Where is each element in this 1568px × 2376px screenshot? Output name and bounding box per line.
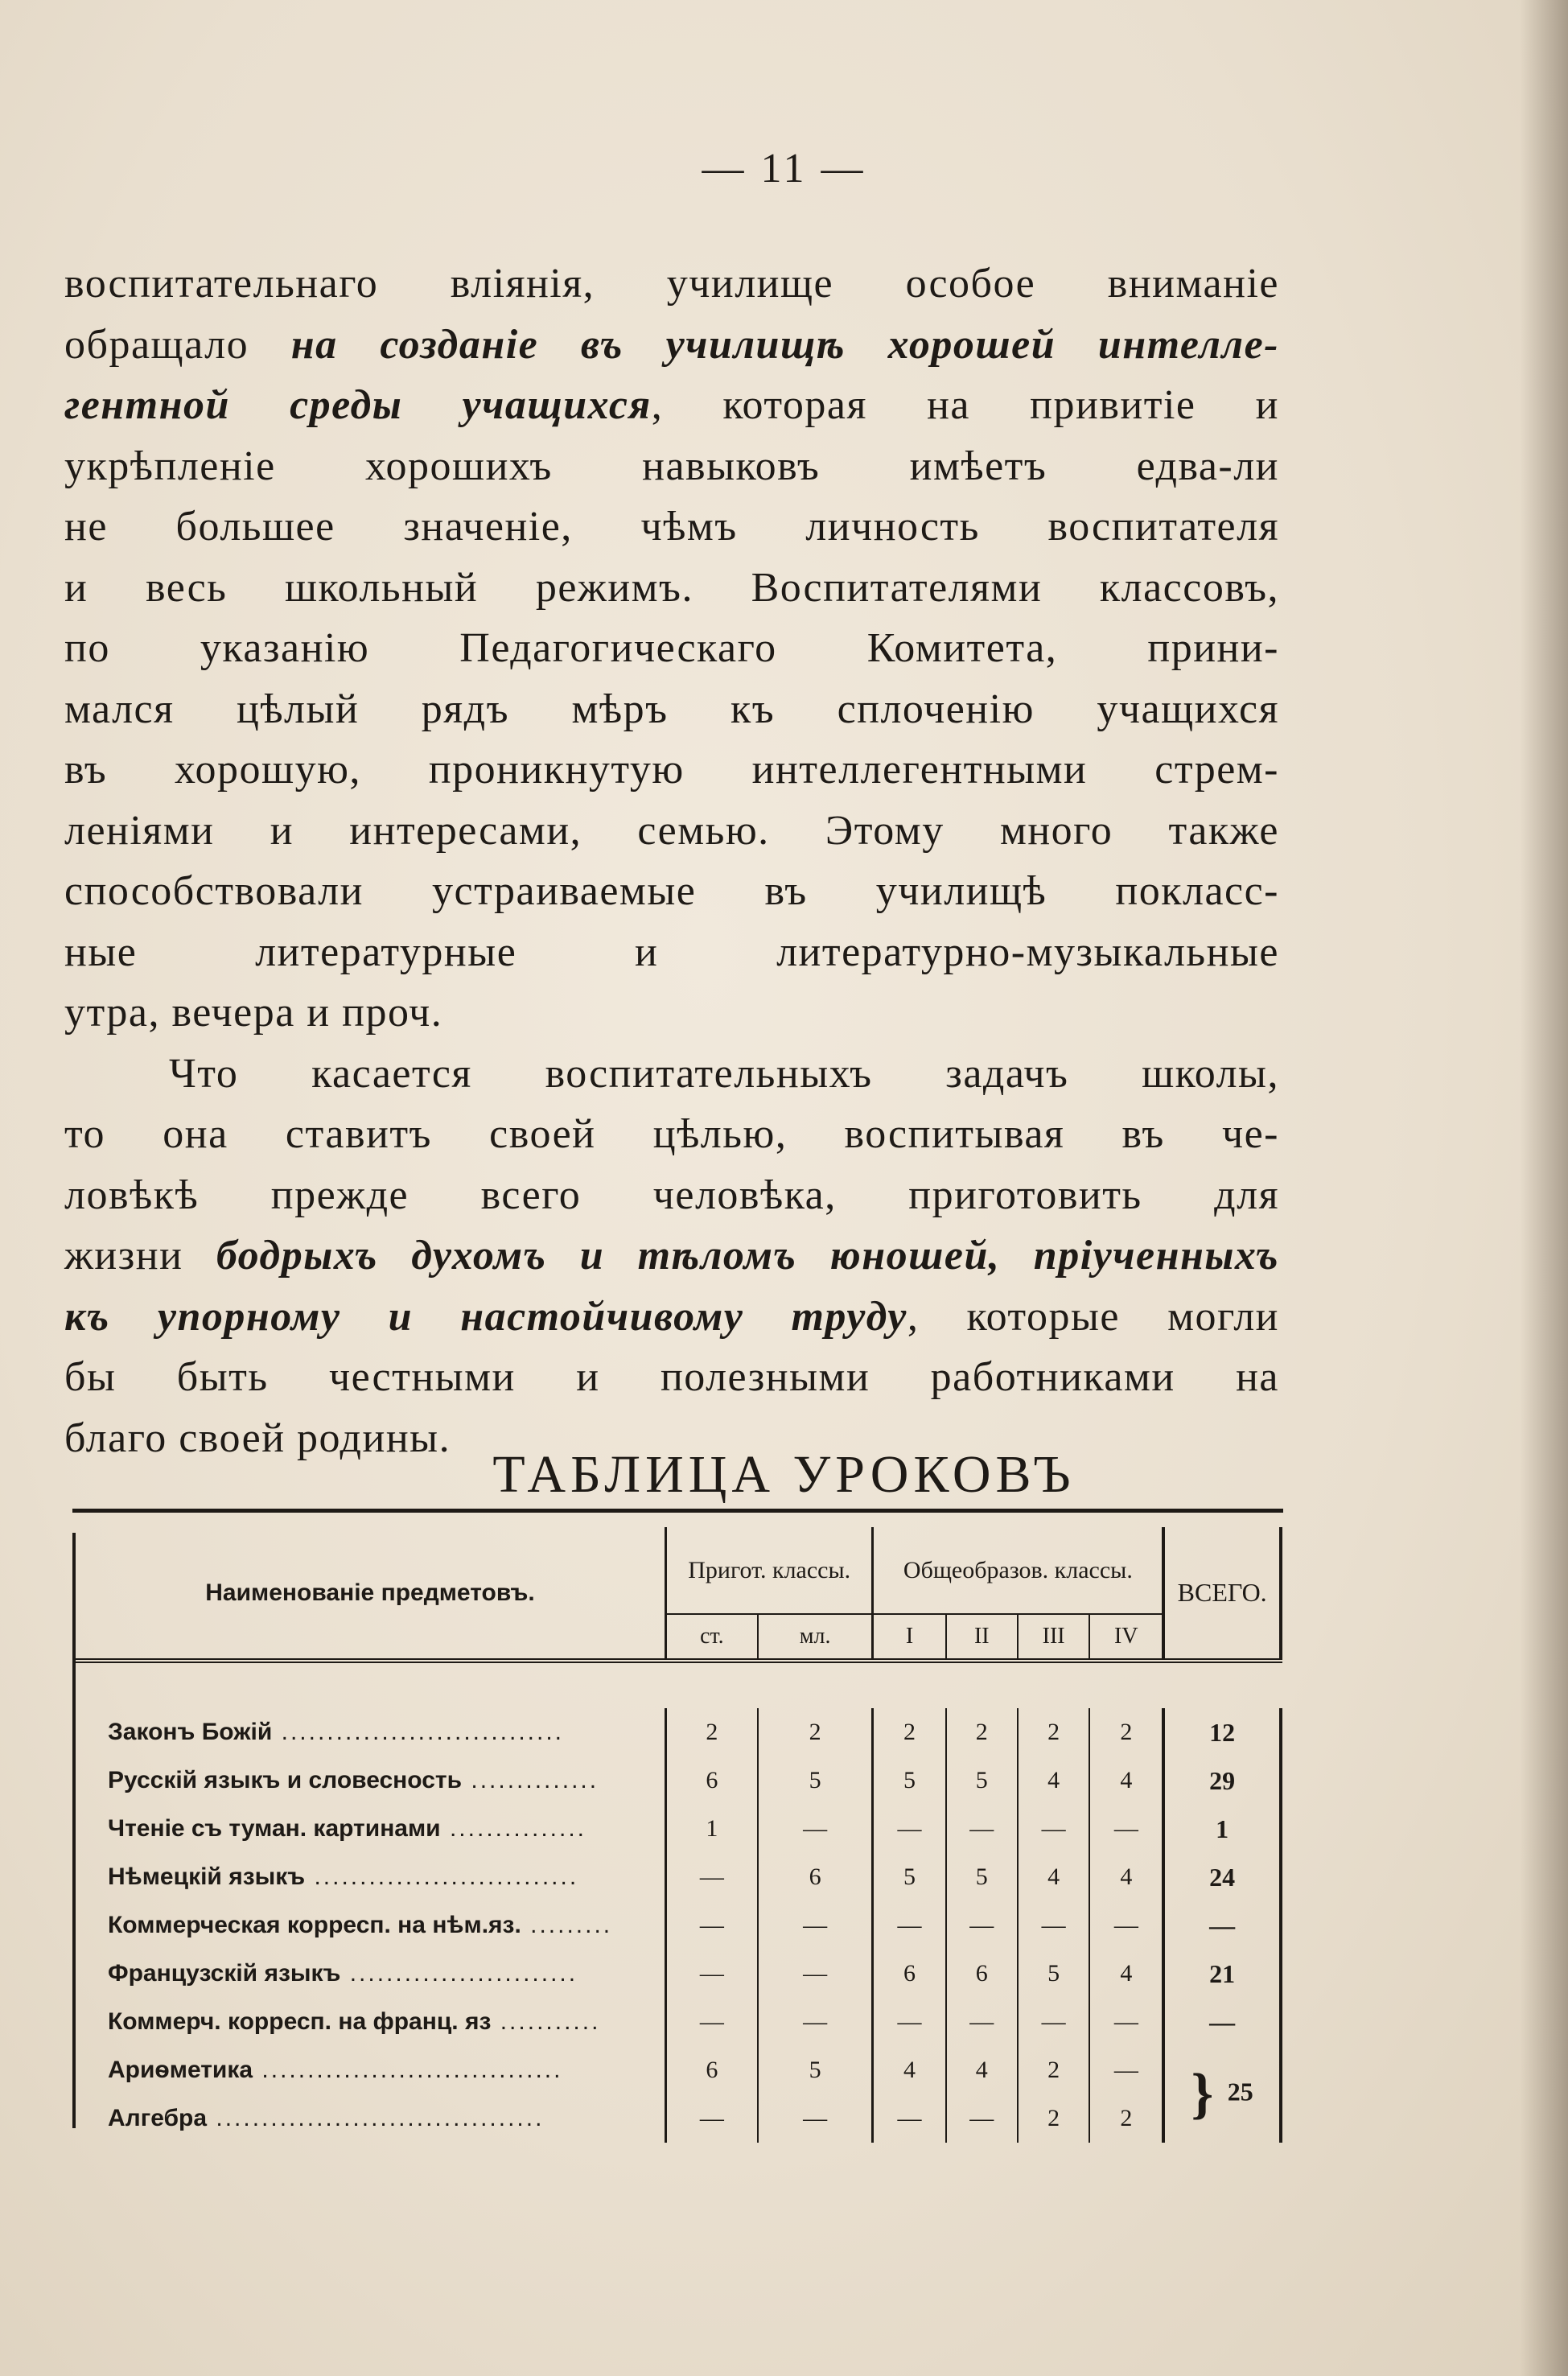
emphasized-text: гентной среды учащихся [64,382,652,428]
hours-cell: — [758,2094,873,2143]
hours-cell: 2 [946,1708,1018,1756]
table-body [76,1661,1281,2143]
subject-cell [76,1805,666,1853]
table-spacer-row [76,1661,1281,1708]
total-cell: 29 [1163,1756,1281,1805]
hours-cell: 5 [1018,1950,1089,1998]
text-segment: и весь школьный режимъ. Воспитателями классовъ, [64,564,1279,611]
total-value: 25 [1227,2077,1253,2106]
body-text [64,253,1279,1468]
hours-cell: 6 [758,1853,873,1901]
text-line [64,1225,1279,1287]
hours-cell: — [873,1805,946,1853]
subject-name: Алгебра [108,2105,208,2131]
hours-cell: 2 [1018,2046,1089,2094]
hours-cell: — [873,1901,946,1950]
text-segment: обращало [64,321,291,368]
subheader-2: I [873,1614,946,1661]
hours-cell: 4 [1089,1853,1163,1901]
table-row [76,1853,1281,1901]
header-general-classes: Общеобразов. классы. [873,1527,1163,1614]
text-segment: ловѣкѣ прежде всего человѣка, приготовить для [64,1172,1279,1218]
hours-cell: — [1089,2046,1163,2094]
subheader-0: ст. [666,1614,758,1661]
hours-cell: 5 [873,1756,946,1805]
text-line [64,1104,1279,1165]
text-line [64,739,1279,801]
hours-cell: 5 [946,1756,1018,1805]
text-segment: бы быть честными и полезными работниками на [64,1354,1279,1400]
subject-name: Русскій языкъ и словесность [108,1767,463,1793]
text-segment: укрѣпленіе хорошихъ навыковъ имѣетъ едва-ли [64,443,1279,489]
header-prep-classes: Пригот. классы. [666,1527,873,1614]
subject-name: Ариѳметика [108,2057,253,2083]
emphasized-text: на созданіе въ училищѣ хорошей интелле- [290,321,1279,368]
text-line [64,558,1279,619]
text-segment: благо своей родины. [64,1414,451,1461]
hours-cell: — [758,1901,873,1950]
hours-cell: — [666,1998,758,2046]
text-line [64,496,1279,558]
subject-name: Коммерческая корресп. на нѣм.яз. [108,1912,521,1938]
text-line [64,315,1279,376]
hours-cell: 4 [1018,1756,1089,1805]
hours-cell: 5 [946,1853,1018,1901]
hours-cell: — [1089,1805,1163,1853]
hours-cell: 5 [873,1853,946,1901]
text-segment: не большее значеніе, чѣмъ личность воспитателя [64,504,1279,550]
text-line [64,679,1279,740]
leader-dots: .................................... [207,2105,545,2131]
table-row [76,1950,1281,1998]
subject-cell [76,1901,666,1950]
header-total: ВСЕГО. [1163,1527,1281,1661]
subject-cell [76,1950,666,1998]
table-row [76,1998,1281,2046]
subheader-1: мл. [758,1614,873,1661]
text-segment: , которые могли [907,1293,1279,1340]
text-segment: ные литературные и литературно-музыкальные [64,929,1279,975]
lessons-table [76,1527,1282,2143]
text-line [64,801,1279,862]
hours-cell: 2 [1089,2094,1163,2143]
subject-name: Чтеніе съ туман. картинами [108,1815,441,1842]
paragraph-2 [64,1044,1279,1469]
text-line [64,1287,1279,1348]
hours-cell: 6 [946,1950,1018,1998]
hours-cell: 4 [1018,1853,1089,1901]
paragraph-1 [64,253,1279,1044]
text-segment: утра, вечера и проч. [64,990,443,1036]
hours-cell: 5 [758,1756,873,1805]
total-cell: 24 [1163,1853,1281,1901]
hours-cell: — [1018,1998,1089,2046]
leader-dots: .............. [462,1767,599,1793]
text-segment: жизни [64,1233,216,1279]
hours-cell: 2 [1089,1708,1163,1756]
subject-cell [76,2046,666,2094]
text-segment: по указанію Педагогическаго Комитета, прини- [64,625,1279,671]
hours-cell: — [946,2094,1018,2143]
text-line [64,861,1279,922]
leader-dots: ......... [521,1912,613,1938]
hours-cell: 4 [1089,1950,1163,1998]
subject-cell [76,1998,666,2046]
text-line [64,253,1279,315]
total-cell: 12 [1163,1708,1281,1756]
hours-cell: 2 [873,1708,946,1756]
subject-cell [76,1708,666,1756]
text-segment: Что касается воспитательныхъ задачъ школы, [169,1050,1279,1097]
text-segment: въ хорошую, проникнутую интеллегентными стрем- [64,747,1279,793]
table-row [76,1708,1281,1756]
hours-cell: 1 [666,1805,758,1853]
leader-dots: ........... [491,2008,601,2035]
total-cell [1163,2046,1281,2143]
table-title: ТАБЛИЦА УРОКОВЪ [492,1445,1076,1504]
leader-dots: ............... [440,1815,586,1842]
header-subject: Наименованіе предметовъ. [205,1579,535,1606]
text-line [64,375,1279,436]
hours-cell: 2 [758,1708,873,1756]
subject-cell [76,1756,666,1805]
page-number: — 11 — [702,146,866,191]
page-edge-shadow [1520,0,1568,2376]
hours-cell: — [666,1853,758,1901]
table-row [76,2046,1281,2094]
emphasized-text: къ упорному и настойчивому труду [64,1293,907,1340]
lessons-table-frame [72,1509,1283,2140]
total-cell: — [1163,1998,1281,2046]
hours-cell: — [946,1901,1018,1950]
hours-cell: 2 [1018,1708,1089,1756]
hours-cell: 4 [1089,1756,1163,1805]
hours-cell: 2 [666,1708,758,1756]
text-segment: мался цѣлый рядъ мѣръ къ сплоченію учащихся [64,686,1279,732]
brace-glyph: } [1191,2063,1228,2125]
total-cell: 1 [1163,1805,1281,1853]
text-line [64,922,1279,983]
table-header-row [76,1527,1281,1614]
subject-name: Нѣмецкій языкъ [108,1863,306,1890]
table-row [76,2094,1281,2143]
leader-dots: ............................... [272,1719,565,1745]
hours-cell: — [1089,1998,1163,2046]
hours-cell: — [666,1901,758,1950]
subject-cell [76,1853,666,1901]
text-segment: способствовали устраиваемые въ училищѣ покласс- [64,868,1279,914]
table-row [76,1756,1281,1805]
hours-cell: 5 [758,2046,873,2094]
subject-name: Коммерч. корресп. на франц. яз [108,2008,492,2035]
hours-cell: 2 [1018,2094,1089,2143]
text-segment: , которая на привитіе и [651,382,1279,428]
text-segment: леніями и интересами, семью. Этому много также [64,807,1279,854]
text-line [64,1165,1279,1226]
hours-cell: — [666,1950,758,1998]
leader-dots: ......................... [340,1960,578,1987]
text-line [64,436,1279,497]
leader-dots: ............................. [305,1863,579,1890]
table-row [76,1805,1281,1853]
subheader-3: II [946,1614,1018,1661]
text-line [64,1347,1279,1408]
hours-cell: — [873,1998,946,2046]
hours-cell: — [758,1950,873,1998]
hours-cell: 6 [666,2046,758,2094]
subject-name: Французскій языкъ [108,1960,341,1987]
text-line [64,618,1279,679]
hours-cell: — [1089,1901,1163,1950]
hours-cell: — [946,1805,1018,1853]
text-line [64,982,1279,1044]
text-line [64,1044,1279,1105]
hours-cell: — [758,1805,873,1853]
table-row [76,1901,1281,1950]
subheader-4: III [1018,1614,1089,1661]
subject-cell [76,2094,666,2143]
hours-cell: 4 [873,2046,946,2094]
total-cell: — [1163,1901,1281,1950]
hours-cell: — [873,2094,946,2143]
total-cell: 21 [1163,1950,1281,1998]
hours-cell: 6 [873,1950,946,1998]
subheader-5: IV [1089,1614,1163,1661]
emphasized-text: бодрыхъ духомъ и тѣломъ юношей, пріученныхъ [216,1233,1280,1279]
hours-cell: 4 [946,2046,1018,2094]
hours-cell: 6 [666,1756,758,1805]
hours-cell: — [946,1998,1018,2046]
text-segment: то она ставитъ своей цѣлью, воспитывая въ че- [64,1111,1279,1157]
leader-dots: ................................. [253,2057,563,2083]
hours-cell: — [1018,1901,1089,1950]
hours-cell: — [758,1998,873,2046]
text-segment: воспитательнаго вліянія, училище особое вниманіе [64,261,1279,307]
hours-cell: — [666,2094,758,2143]
hours-cell: — [1018,1805,1089,1853]
subject-name: Законъ Божій [108,1719,273,1745]
